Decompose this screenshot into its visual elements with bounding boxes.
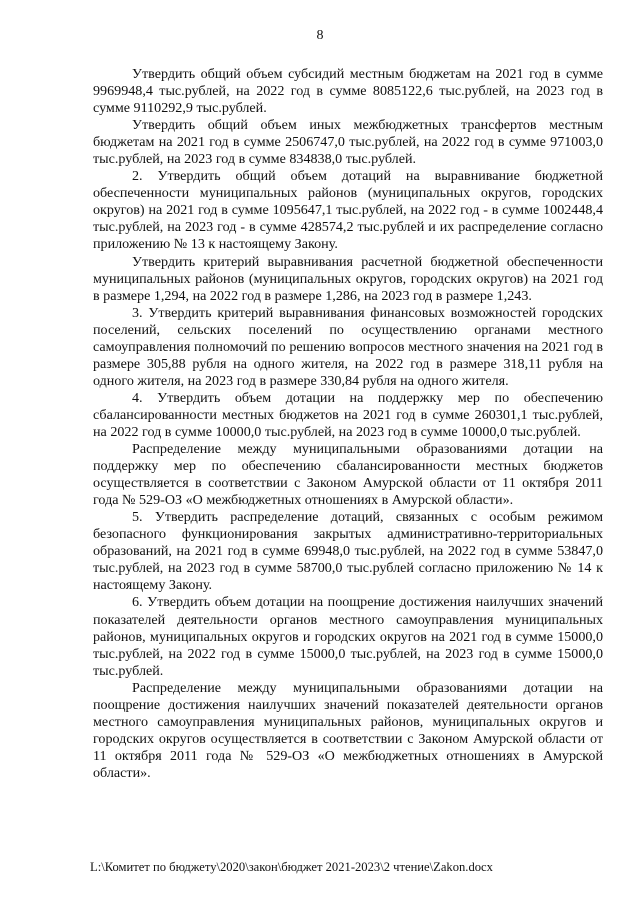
paragraph-item-2-equalization-subsidies: 2. Утвердить общий объем дотаций на выравнивание бюджетной обеспеченности муниципальных районов (муниципальных округов, городских округов) на 2021 год в сумме 1095647,1 тыс.рублей, на 2022 год - в сумме 1002448,4 тыс.рублей, на 2023 год - в сумме 428574,2 тыс.рублей и их распределение согласно приложению № 13 к настоящему Закону.	[93, 168, 603, 253]
paragraph-item-4-balance-subsidy: 4. Утвердить объем дотации на поддержку мер по обеспечению сбалансированности местных бюджетов на 2021 год в сумме 260301,1 тыс.рублей, на 2022 год в сумме 10000,0 тыс.рублей, на 2023 год в сумме 10000,0 тыс.рублей.	[93, 389, 603, 440]
paragraph-subsidies: Утвердить общий объем субсидий местным бюджетам на 2021 год в сумме 9969948,4 тыс.рублей, на 2022 год в сумме 8085122,6 тыс.рублей, на 2023 год в сумме 9110292,9 тыс.рублей.	[93, 66, 603, 117]
paragraph-incentive-subsidy-distribution: Распределение между муниципальными образованиями дотации на поощрение достижения наилучших значений показателей деятельности органов местного самоуправления муниципальных районов, муниципальных округов и городских округов осуществляется в соответствии с Законом Амурской области от 11 октября 2011 года № 529-ОЗ «О межбюджетных отношениях в Амурской области».	[93, 679, 603, 781]
paragraph-balance-subsidy-distribution: Распределение между муниципальными образованиями дотации на поддержку мер по обеспечению сбалансированности местных бюджетов осуществляется в соответствии с Законом Амурской области от 11 октября 2011 года № 529-ОЗ «О межбюджетных отношениях в Амурской области».	[93, 441, 603, 509]
page-number: 8	[316, 28, 324, 43]
paragraph-item-5-closed-territories: 5. Утвердить распределение дотаций, связанных с особым режимом безопасного функционирования закрытых административно-территориальных образований, на 2021 год в сумме 69948,0 тыс.рублей, на 2022 год в сумме 53847,0 тыс.рублей, на 2023 год в сумме 58700,0 тыс.рублей согласно приложению № 14 к настоящему Закону.	[93, 509, 603, 594]
document-body	[93, 66, 603, 782]
paragraph-item-6-incentive-subsidy: 6. Утвердить объем дотации на поощрение достижения наилучших значений показателей деятельности органов местного самоуправления муниципальных районов, муниципальных округов и городских округов на 2021 год в сумме 15000,0 тыс.рублей, на 2022 год в сумме 15000,0 тыс.рублей, на 2023 год в сумме 15000,0 тыс.рублей.	[93, 594, 603, 679]
paragraph-item-3-financial-capacity-criterion: 3. Утвердить критерий выравнивания финансовых возможностей городских поселений, сельских поселений по осуществлению органами местного самоуправления полномочий по решению вопросов местного значения на 2021 год в размере 305,88 рубля на одного жителя, на 2022 год в размере 318,11 рубля на одного жителя, на 2023 год в размере 330,84 рубля на одного жителя.	[93, 304, 603, 389]
file-path-footer: L:\Комитет по бюджету\2020\закон\бюджет 2021-2023\2 чтение\Zakon.docx	[90, 860, 493, 874]
paragraph-equalization-criterion: Утвердить критерий выравнивания расчетной бюджетной обеспеченности муниципальных районов (муниципальных округов, городских округов) на 2021 год в размере 1,294, на 2022 год в размере 1,286, на 2023 год в размере 1,243.	[93, 253, 603, 304]
paragraph-other-transfers: Утвердить общий объем иных межбюджетных трансфертов местным бюджетам на 2021 год в сумме 2506747,0 тыс.рублей, на 2022 год в сумме 971003,0 тыс.рублей, на 2023 год в сумме 834838,0 тыс.рублей.	[93, 117, 603, 168]
